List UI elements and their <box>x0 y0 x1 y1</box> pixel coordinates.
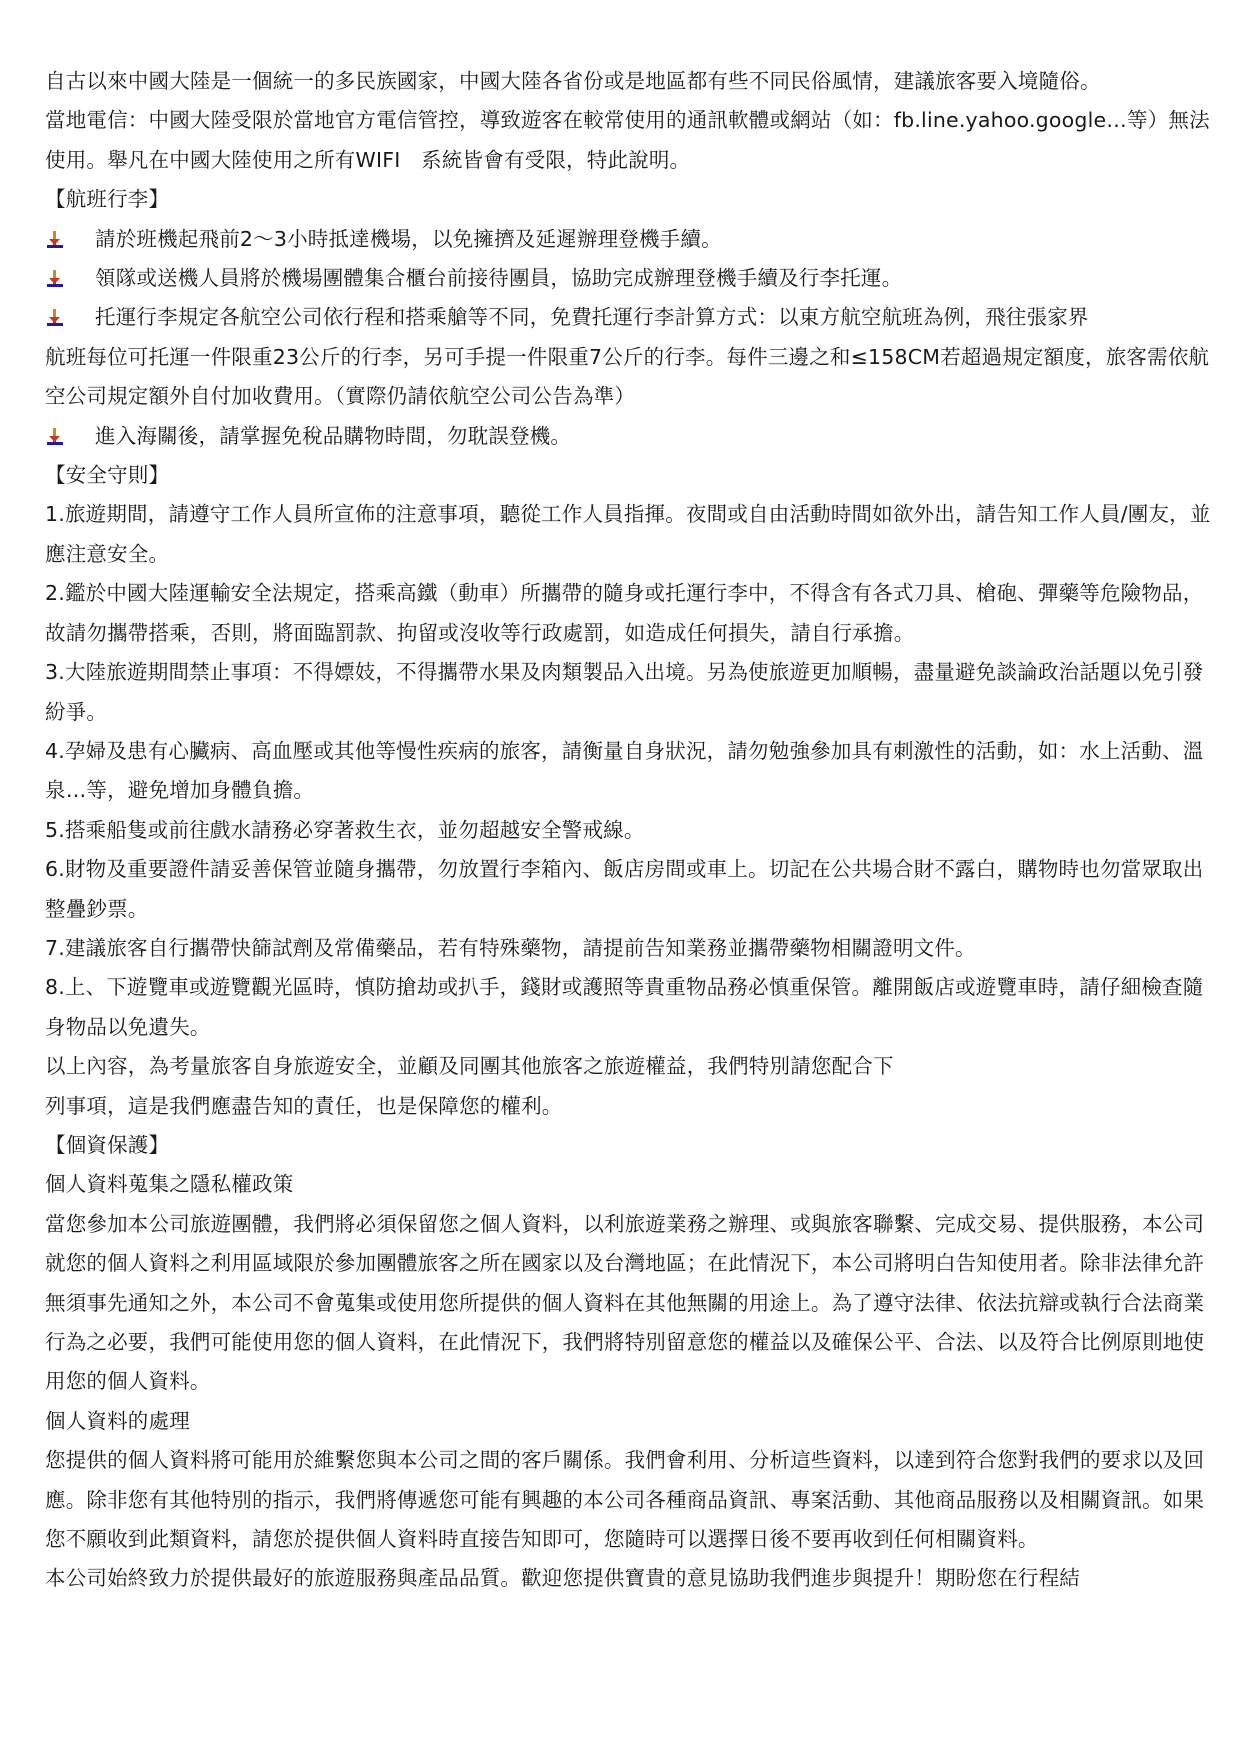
flight-luggage-heading: 【航班行李】 <box>45 187 170 212</box>
arrow-bullet-icon <box>45 270 65 288</box>
company-closing-paragraph: 本公司始終致力於提供最好的旅遊服務與產品品質。歡迎您提供寶貴的意見協助我們進步與提升！期盼您在行程結 <box>45 1566 1080 1591</box>
privacy-heading: 【個資保護】 <box>45 1132 170 1157</box>
safety-closing-line: 以上內容，為考量旅客自身旅遊安全，並顧及同團其他旅客之旅遊權益，我們特別請您配合下 <box>45 1054 894 1079</box>
safety-rule: 7.建議旅客自行攜帶快篩試劑及常備藥品，若有特殊藥物，請提前告知業務並攜帶藥物相關證明文件。 <box>45 935 976 960</box>
arrow-bullet-icon <box>45 309 65 327</box>
intro-customs-paragraph: 自古以來中國大陸是一個統一的多民族國家，中國大陸各省份或是地區都有些不同民俗風情，建議旅客要入境隨俗。 <box>45 69 1101 93</box>
safety-rule: 1.旅遊期間，請遵守工作人員所宣佈的注意事項，聽從工作人員指揮。夜間或自由活動時間如欲外出，請告知工作人員/團友，並應注意安全。 <box>45 502 1211 566</box>
flight-item-text: 托運行李規定各航空公司依行程和搭乘艙等不同，免費托運行李計算方式：以東方航空航班為例，飛往張家界 <box>95 305 1089 330</box>
safety-closing-line: 列事項，這是我們應盡告知的責任，也是保障您的權利。 <box>45 1093 563 1118</box>
flight-item-text: 領隊或送機人員將於機場團體集合櫃台前接待團員，協助完成辦理登機手續及行李托運。 <box>95 266 903 291</box>
data-processing-body: 您提供的個人資料將可能用於維繫您與本公司之間的客戶關係。我們會利用、分析這些資料，以達到符合您對我們的要求以及回應。除非您有其他特別的指示，我們將傳遞您可能有興趣的本公司各種商品資訊、專案活動、其他商品服務以及相關資訊。如果您不願收到此類資料，請您於提供個人資料時直接告知即可，您隨時可以選擇日後不要再收到任何相關資料。 <box>45 1448 1205 1552</box>
arrow-bullet-icon <box>45 428 65 446</box>
intro-telecom-paragraph: 當地電信：中國大陸受限於當地官方電信管控，導致遊客在較常使用的通訊軟體或網站（如：fb.line.yahoo.google…等）無法使用。舉凡在中國大陸使用之所有WIFI 系統皆會有受限，特此說明。 <box>45 108 1210 172</box>
document-page <box>45 62 1215 1599</box>
safety-rule: 3.大陸旅遊期間禁止事項：不得嫖妓，不得攜帶水果及肉類製品入出境。另為使旅遊更加順暢，盡量避免談論政治話題以免引發紛爭。 <box>45 660 1204 724</box>
safety-rule: 2.鑑於中國大陸運輸安全法規定，搭乘高鐵（動車）所攜帶的隨身或托運行李中，不得含有各式刀具、槍砲、彈藥等危險物品，故請勿攜帶搭乘，否則，將面臨罰款、拘留或沒收等行政處罰，如造成任何損失，請自行承擔。 <box>45 581 1204 645</box>
safety-rules-heading: 【安全守則】 <box>45 463 170 488</box>
safety-rule: 8.上、下遊覽車或遊覽觀光區時，慎防搶劫或扒手，錢財或護照等貴重物品務必慎重保管。離開飯店或遊覽車時，請仔細檢查隨身物品以免遺失。 <box>45 975 1204 1039</box>
flight-bullet-item <box>45 259 1215 298</box>
flight-item-text: 進入海關後，請掌握免稅品購物時間，勿耽誤登機。 <box>95 423 572 448</box>
data-processing-title: 個人資料的處理 <box>45 1408 190 1433</box>
safety-rule: 5.搭乘船隻或前往戲水請務必穿著救生衣，並勿超越安全警戒線。 <box>45 817 645 842</box>
flight-bullet-item <box>45 298 1215 337</box>
privacy-policy-body: 當您參加本公司旅遊團體，我們將必須保留您之個人資料，以利旅遊業務之辦理、或與旅客聯繫、完成交易、提供服務，本公司就您的個人資料之利用區域限於參加團體旅客之所在國家以及台灣地區；在此情況下，本公司將明白告知使用者。除非法律允許無須事先通知之外，本公司不會蒐集或使用您所提供的個人資料在其他無關的用途上。為了遵守法律、依法抗辯或執行合法商業行為之必要，我們可能使用您的個人資料，在此情況下，我們將特別留意您的權益以及確保公平、合法、以及符合比例原則地使用您的個人資料。 <box>45 1211 1205 1394</box>
flight-bullet-item <box>45 220 1215 259</box>
flight-bullet-item <box>45 417 1215 456</box>
safety-rule: 6.財物及重要證件請妥善保管並隨身攜帶，勿放置行李箱內、飯店房間或車上。切記在公共場合財不露白，購物時也勿當眾取出整疊鈔票。 <box>45 857 1204 921</box>
safety-rule: 4.孕婦及患有心臟病、高血壓或其他等慢性疾病的旅客，請衡量自身狀況，請勿勉強參加具有刺激性的活動，如：水上活動、溫泉…等，避免增加身體負擔。 <box>45 738 1204 803</box>
arrow-bullet-icon <box>45 231 65 249</box>
privacy-policy-title: 個人資料蒐集之隱私權政策 <box>45 1172 294 1197</box>
flight-item-continuation: 航班每位可托運一件限重23公斤的行李，另可手提一件限重7公斤的行李。每件三邊之和≤158CM若超過規定額度，旅客需依航空公司規定額外自付加收費用。（實際仍請依航空公司公告為準） <box>45 344 1210 409</box>
flight-item-text: 請於班機起飛前2～3小時抵達機場，以免擁擠及延遲辦理登機手續。 <box>95 226 722 251</box>
